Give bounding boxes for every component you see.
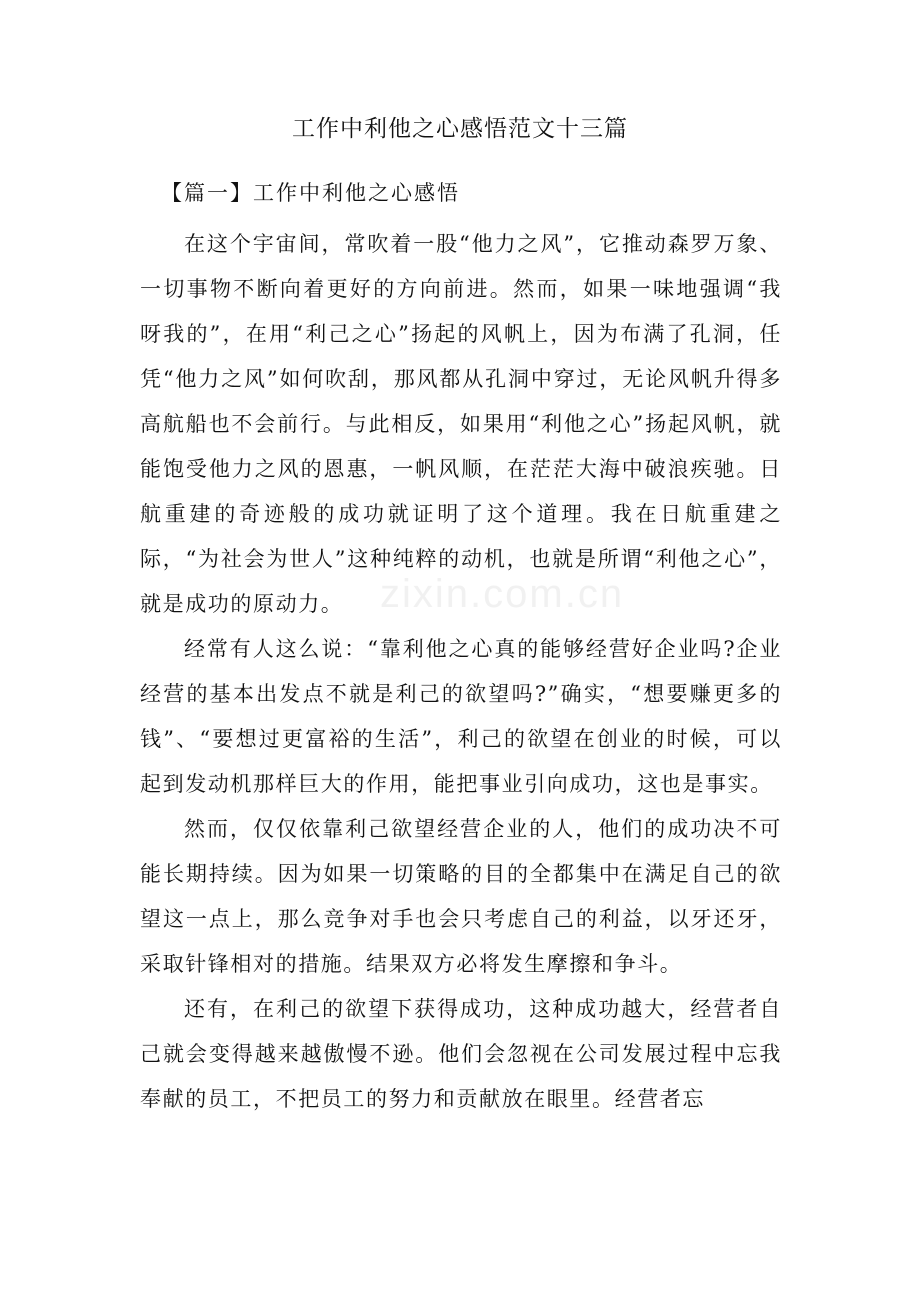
watermark: zixin.com.cn [380,572,625,616]
paragraph-4: 还有，在利己的欲望下获得成功，这种成功越大，经营者自己就会变得越来越傲慢不逊。他们会忽视在公司发展过程中忘我奉献的员工，不把员工的努力和贡献放在眼里。经营者忘 [140,997,782,1111]
section-heading: 【篇一】工作中利他之心感悟 [161,181,460,205]
paragraph-2: 经常有人这么说：“靠利他之心真的能够经营好企业吗?企业经营的基本出发点不就是利己的欲望吗?”确实，“想要赚更多的钱”、“要想过更富裕的生活”，利己的欲望在创业的时候，可以起到发动机那样巨大的作用，能把事业引向成功，这也是事实。 [140,637,782,796]
body-text [140,222,782,1122]
paragraph-1: 在这个宇宙间，常吹着一股“他力之风”，它推动森罗万象、一切事物不断向着更好的方向前进。然而，如果一味地强调“我呀我的”，在用“利己之心”扬起的风帆上，因为布满了孔洞，任凭“他力之风”如何吹刮，那风都从孔洞中穿过，无论风帆升得多高航船也不会前行。与此相反，如果用“利他之心”扬起风帆，就能饱受他力之风的恩惠，一帆风顺，在茫茫大海中破浪疾驰。日航重建的奇迹般的成功就证明了这个道理。我在日航重建之际，“为社会为世人”这种纯粹的动机，也就是所谓“利他之心”，就是成功的原动力。 [140,232,782,616]
paragraph-3: 然而，仅仅依靠利己欲望经营企业的人，他们的成功决不可能长期持续。因为如果一切策略的目的全都集中在满足自己的欲望这一点上，那么竞争对手也会只考虑自己的利益，以牙还牙，采取针锋相对的措施。结果双方必将发生摩擦和争斗。 [140,817,782,976]
document-title: 工作中利他之心感悟范文十三篇 [292,116,628,142]
